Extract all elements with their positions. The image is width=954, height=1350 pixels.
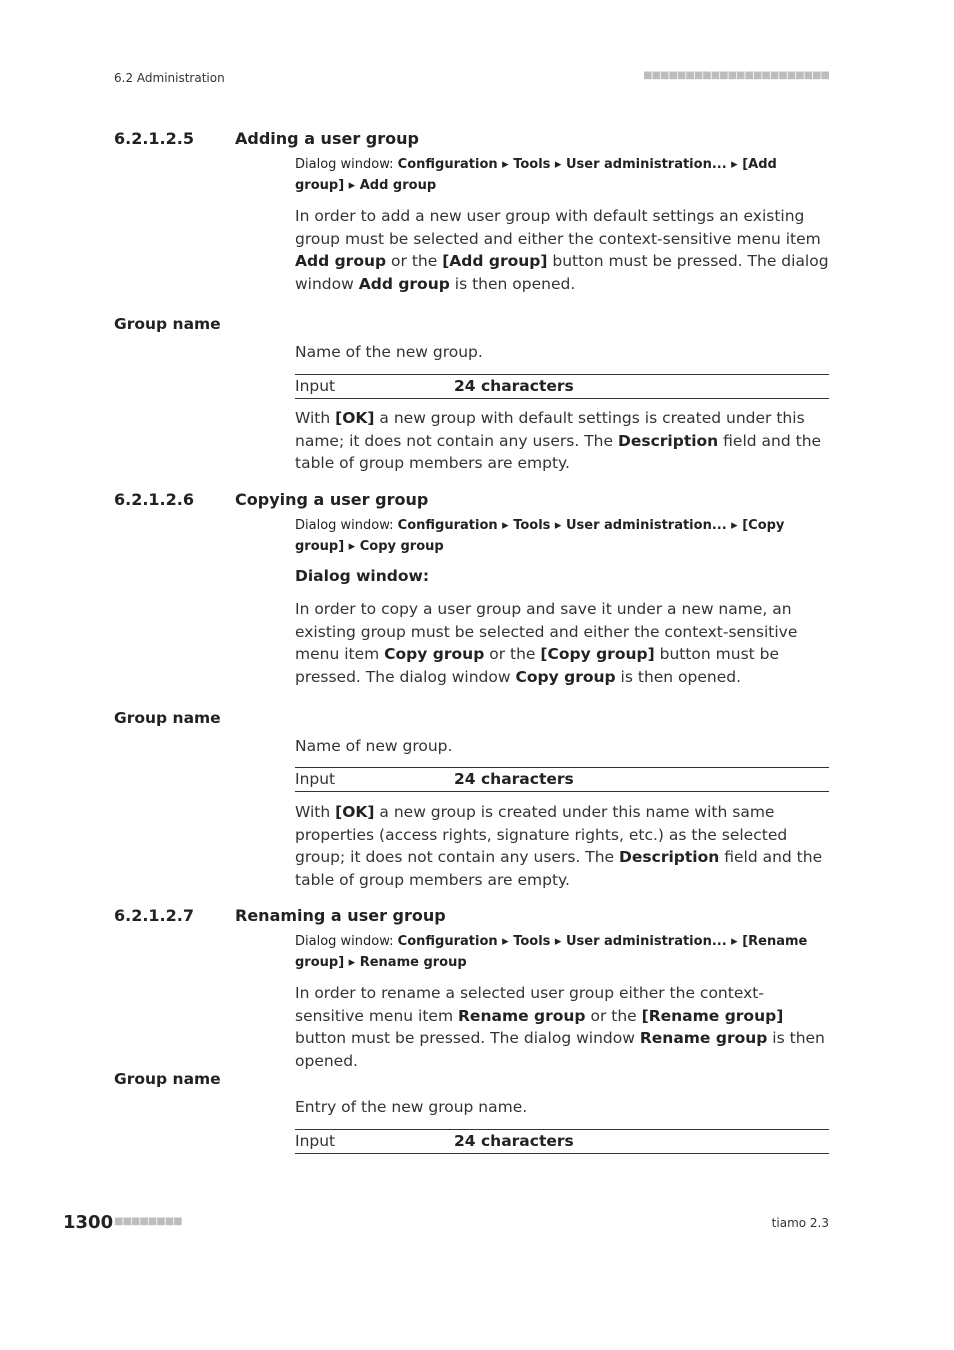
page-number: 1300 <box>63 1212 114 1233</box>
section-number: 6.2.1.2.5 <box>114 129 194 148</box>
intro-paragraph: In order to add a new user group with default settings an existing group must be selected and either the context-sensitive menu item Add group or the [Add group] button must be pressed. The dialog window Add group is then opened. <box>295 207 829 293</box>
parameter-label: Group name <box>114 315 221 333</box>
running-header-section: 6.2 Administration <box>114 71 225 85</box>
parameter-description: Entry of the new group name. <box>295 1098 528 1116</box>
dialog-window-heading: Dialog window: <box>295 567 430 585</box>
dialog-path <box>295 155 815 196</box>
section-number: 6.2.1.2.7 <box>114 906 194 925</box>
input-spec-value: 24 characters <box>454 770 574 788</box>
section-number: 6.2.1.2.6 <box>114 490 194 509</box>
dialog-path-line: group] ▸ Add group <box>295 177 437 193</box>
input-spec-table <box>295 374 829 399</box>
dialog-path <box>295 932 815 973</box>
input-spec-value: 24 characters <box>454 1132 574 1150</box>
footer-product: tiamo 2.3 <box>771 1216 829 1230</box>
intro-paragraph: In order to copy a user group and save it under a new name, an existing group must be selected and either the context-sensitive menu item Copy group or the [Copy group] button must be pressed. The dialog window Copy group is then opened. <box>295 600 798 686</box>
intro-paragraph: In order to rename a selected user group either the context-sensitive menu item Rename group or the [Rename group] button must be pressed. The dialog window Rename group is then opened. <box>295 984 825 1070</box>
dialog-path-prefix: Dialog window: <box>295 157 398 172</box>
input-spec-label: Input <box>295 377 336 395</box>
input-spec-label: Input <box>295 1132 336 1150</box>
dialog-path-line: Configuration ▸ Tools ▸ User administration... ▸ [Rename <box>397 934 808 949</box>
parameter-description: Name of the new group. <box>295 343 483 361</box>
section-title: Copying a user group <box>235 490 429 509</box>
result-paragraph: With [OK] a new group is created under this name with same properties (access rights, signature rights, etc.) as the selected group; it does not contain any users. The Description field and the table of group members are empty. <box>295 803 823 889</box>
dialog-path-line: Configuration ▸ Tools ▸ User administration... ▸ [Add <box>397 157 777 172</box>
parameter-label: Group name <box>114 709 221 727</box>
footer-dots: ■■■■■■■■ <box>114 1216 182 1227</box>
input-spec-table <box>295 767 829 792</box>
input-spec-value: 24 characters <box>454 377 574 395</box>
parameter-description: Name of new group. <box>295 737 453 755</box>
input-spec-table <box>295 1129 829 1154</box>
section-title: Adding a user group <box>235 129 419 148</box>
dialog-path-line: Configuration ▸ Tools ▸ User administration... ▸ [Copy <box>397 518 785 533</box>
dialog-path-prefix: Dialog window: <box>295 934 398 949</box>
input-spec-label: Input <box>295 770 336 788</box>
dialog-path <box>295 516 815 557</box>
dialog-path-line: group] ▸ Copy group <box>295 538 444 554</box>
parameter-label: Group name <box>114 1070 221 1088</box>
dialog-path-line: group] ▸ Rename group <box>295 954 467 970</box>
running-header-dots: ■■■■■■■■■■■■■■■■■■■■■■ <box>643 70 829 81</box>
dialog-path-prefix: Dialog window: <box>295 518 398 533</box>
result-paragraph: With [OK] a new group with default settings is created under this name; it does not contain any users. The Description field and the table of group members are empty. <box>295 409 822 472</box>
section-title: Renaming a user group <box>235 906 446 925</box>
